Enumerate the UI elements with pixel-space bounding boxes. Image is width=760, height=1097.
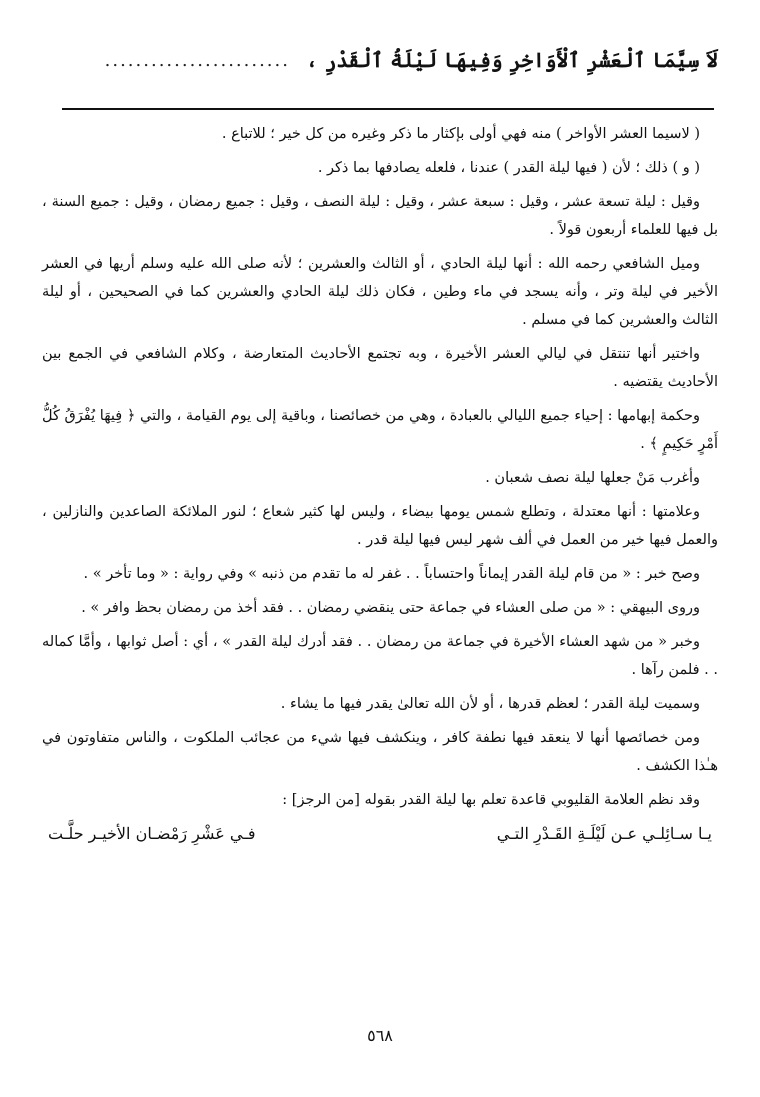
paragraph: وحكمة إبهامها : إحياء جميع الليالي بالعبادة ، وهي من خصائصنا ، وباقية إلى يوم القيامة ، والتي ﴿ فِيهَا يُفْرَقُ كُلُّ أَمْرٍ حَكِيمٍ ﴾ . bbox=[42, 408, 718, 452]
paragraph: وأغرب مَنْ جعلها ليلة نصف شعبان . bbox=[485, 470, 700, 486]
poem-verse bbox=[42, 820, 718, 848]
running-header bbox=[42, 30, 718, 90]
paragraph: وعلامتها : أنها معتدلة ، وتطلع شمس يومها بيضاء ، وليس لها كثير شعاع ؛ لنور الملائكة الصاعدين والنازلين ، والعمل فيها خير من العمل في ألف شهر ليس فيها ليلة قدر . bbox=[42, 504, 718, 548]
paragraph: ( لاسيما العشر الأواخر ) منه فهي أولى بإكثار ما ذكر وغيره من كل خير ؛ للاتباع . bbox=[221, 126, 700, 142]
header-title: لَاَ سِيَّمَا ٱلْعَشْرِ ٱلْأَوَاخِرِ وَفِيهَا لَيْلَةُ ٱلْقَدْرِ ، bbox=[305, 48, 718, 72]
header-rule bbox=[62, 108, 714, 110]
paragraph: ومن خصائصها أنها لا ينعقد فيها نطفة كافر ، وينكشف فيها شيء من عجائب الملكوت ، والناس متفاوتون في هـٰذا الكشف . bbox=[42, 730, 718, 774]
paragraph: وميل الشافعي رحمه الله : أنها ليلة الحادي ، أو الثالث والعشرين ؛ لأنه صلى الله عليه وسلم أريها في العشر الأخير في ليلة وتر ، وأنه يسجد في ماء وطين ، فكان ذلك ليلة الحادي والعشرين كما في الصحيحين ، أو ليلة الثالث والعشرين كما في مسلم . bbox=[42, 256, 718, 328]
paragraph: وخبر « من شهد العشاء الأخيرة في جماعة من رمضان . . فقد أدرك ليلة القدر » ، أي : أصل ثوابها ، وأمَّا كماله . . فلمن رآها . bbox=[42, 634, 718, 678]
paragraph: ( و ) ذلك ؛ لأن ( فيها ليلة القدر ) عندنا ، فلعله يصادفها بما ذكر . bbox=[317, 160, 700, 176]
verse-second-hemistich: فـي عَشْرِ رَمْضـان الأخيـر حلَّـت bbox=[48, 824, 256, 843]
paragraph: وروى البيهقي : « من صلى العشاء في جماعة حتى ينقضي رمضان . . فقد أخذ من رمضان بحظ وافر » . bbox=[81, 600, 700, 616]
body-text bbox=[42, 120, 718, 848]
page bbox=[42, 30, 718, 843]
verse-first-hemistich: يـا سـائِلـي عـن لَيْلَـةِ القَـدْرِ التـي bbox=[496, 824, 712, 843]
page-number: ٥٦٨ bbox=[367, 1026, 393, 1045]
paragraph: وصح خبر : « من قام ليلة القدر إيماناً واحتساباً . . غفر له ما تقدم من ذنبه » وفي رواية : « وما تأخر » . bbox=[83, 566, 700, 582]
header-dots: ........................ bbox=[104, 49, 290, 71]
paragraph: وقيل : ليلة تسعة عشر ، وقيل : سبعة عشر ، وقيل : ليلة النصف ، وقيل : جميع رمضان ، وقيل : جميع السنة ، بل فيها للعلماء أربعون قولاً . bbox=[42, 194, 718, 238]
paragraph: وسميت ليلة القدر ؛ لعظم قدرها ، أو لأن الله تعالىٰ يقدر فيها ما يشاء . bbox=[280, 696, 700, 712]
paragraph: وقد نظم العلامة القليوبي قاعدة تعلم بها ليلة القدر بقوله [من الرجز] : bbox=[282, 792, 700, 808]
paragraph: واختير أنها تنتقل في ليالي العشر الأخيرة ، وبه تجتمع الأحاديث المتعارضة ، وكلام الشافعي في الجمع بين الأحاديث يقتضيه . bbox=[42, 346, 718, 390]
